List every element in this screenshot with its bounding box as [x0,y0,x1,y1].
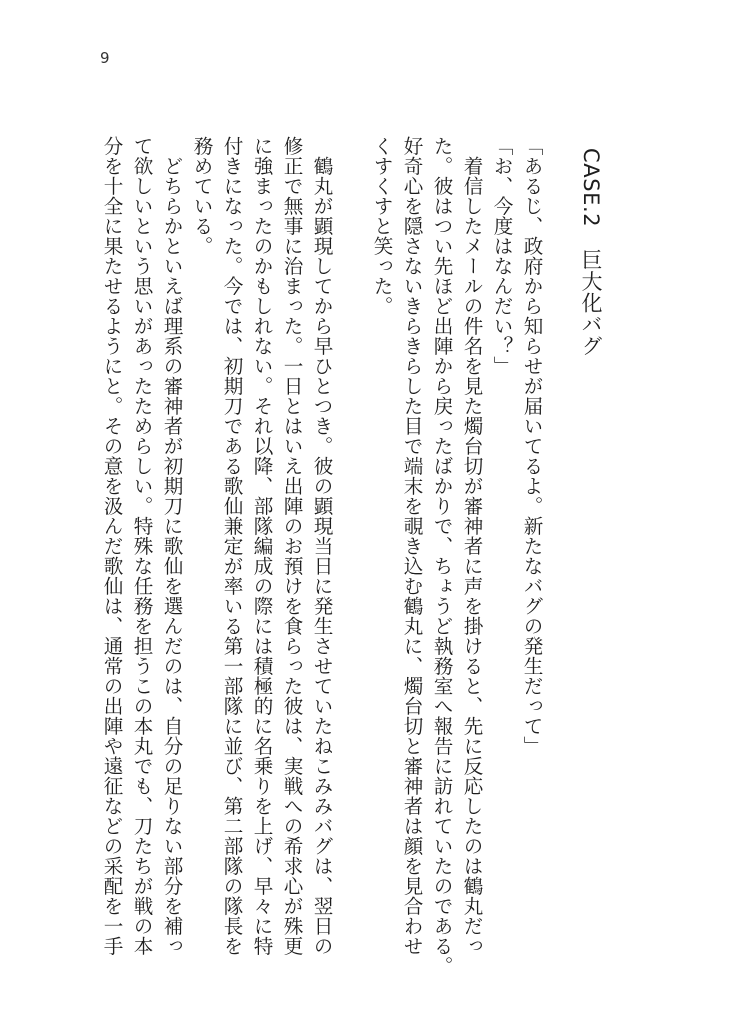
text-line-8: 修正で無事に治まった。一日とはいえ出陣のお預けを食らった彼は、実戦への希求心が殊更 [280,136,303,956]
text-line-2: 「お、今度はなんだい？」 [490,136,513,376]
text-line-14: 分を十全に果たせるようにと。その意を汲んだ歌仙は、通常の出陣や遠征などの采配を一手 [100,136,123,956]
text-line-11: 務めている。 [190,136,213,256]
chapter-title: CASE.2 巨大化バグ [579,148,603,357]
text-line-13: て欲しいという思いがあったためらしい。特殊な任務を担うこの本丸でも、刀たちが戦の本 [130,136,153,956]
text-line-4: た。彼はつい先ほど出陣から戻ったばかりで、ちょうど執務室へ報告に訪れていたのである。 [430,136,453,976]
page-number: 9 [100,49,110,67]
text-line-12: どちらかといえば理系の審神者が初期刀に歌仙を選んだのは、自分の足りない部分を補っ [160,156,183,956]
text-line-3: 着信したメールの件名を見た燭台切が審神者に声を掛けると、先に反応したのは鶴丸だっ [460,156,483,956]
text-line-6: くすくすと笑った。 [370,136,393,316]
text-line-7: 鶴丸が顕現してから早ひとつき。彼の顕現当日に発生させていたねこみみバグは、翌日の [310,156,333,956]
text-line-5: 好奇心を隠さないきらきらした目で端末を覗き込む鶴丸に、燭台切と審神者は顔を見合わせ [400,136,423,956]
text-line-9: に強まったのかもしれない。それ以降、部隊編成の際には積極的に名乗りを上げ、早々に特 [250,136,273,956]
text-line-10: 付きになった。今では、初期刀である歌仙兼定が率いる第一部隊に並び、第二部隊の隊長を [220,136,243,956]
text-line-1: 「あるじ、政府から知らせが届いてるよ。新たなバグの発生だって」 [520,136,543,756]
